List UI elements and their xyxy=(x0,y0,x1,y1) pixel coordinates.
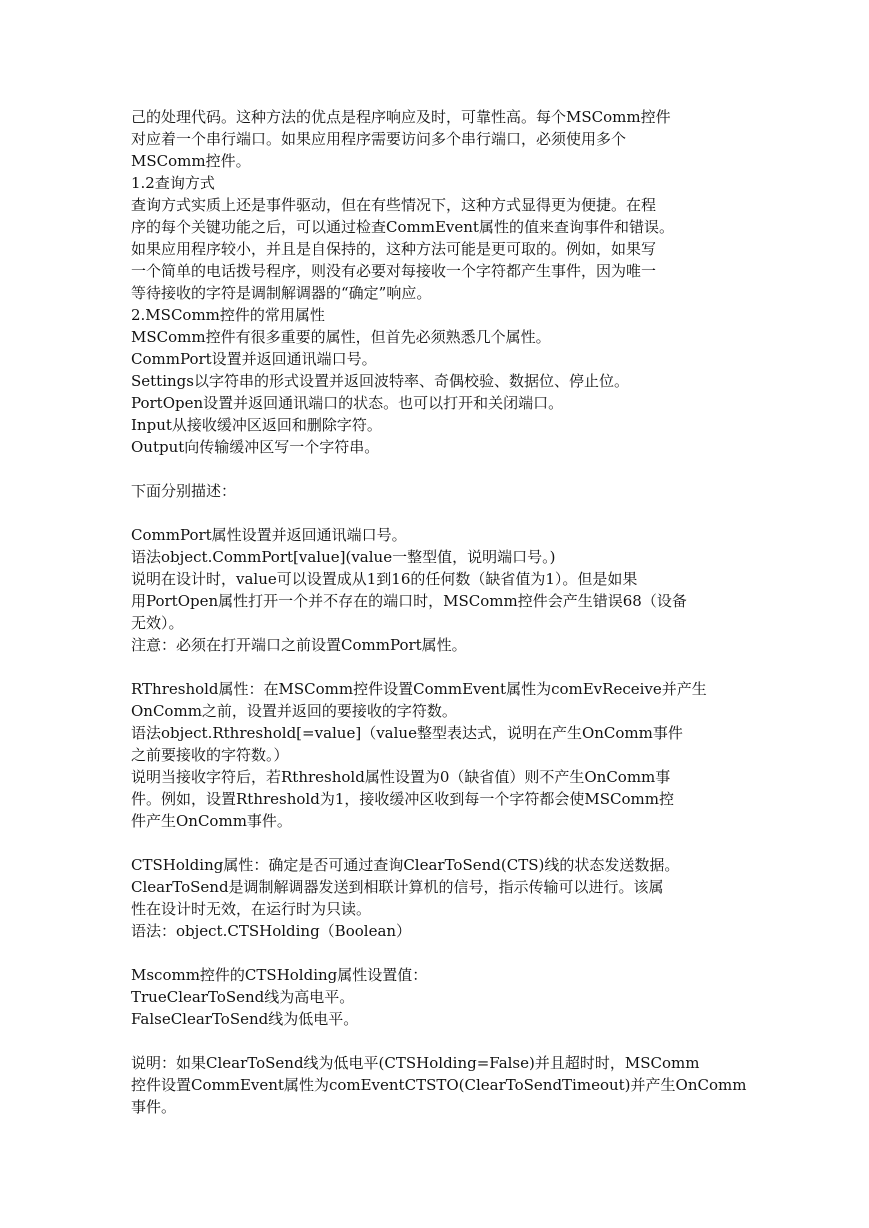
text-line: Mscomm控件的CTSHolding属性设置值： xyxy=(131,966,428,984)
text-line: 语法object.Rthreshold[=value]（value整型表达式，说明在产生OnComm事件 xyxy=(131,724,683,742)
text-line: MSComm控件。 xyxy=(131,152,251,170)
text-line: 事件。 xyxy=(131,1098,177,1116)
text-line: Output向传输缓冲区写一个字符串。 xyxy=(131,438,380,456)
text-line: 说明：如果ClearToSend线为低电平(CTSHolding=False)并且超时时，MSComm xyxy=(131,1054,700,1072)
text-line: 用PortOpen属性打开一个并不存在的端口时，MSComm控件会产生错误68（设备 xyxy=(131,592,687,610)
text-line: 说明在设计时，value可以设置成从1到16的任何数（缺省值为1）。但是如果 xyxy=(131,570,638,588)
text-line xyxy=(131,458,743,480)
text-line: 注意：必须在打开端口之前设置CommPort属性。 xyxy=(131,636,467,654)
text-line: CommPort设置并返回通讯端口号。 xyxy=(131,350,377,368)
text-line: 2.MSComm控件的常用属性 xyxy=(131,306,325,324)
text-line: 己的处理代码。这种方法的优点是程序响应及时，可靠性高。每个MSComm控件 xyxy=(131,108,671,126)
text-line: PortOpen设置并返回通讯端口的状态。也可以打开和关闭端口。 xyxy=(131,394,564,412)
text-line xyxy=(131,1030,743,1052)
text-line: 下面分别描述： xyxy=(131,482,237,500)
text-line: 语法object.CommPort[value](value一整型值，说明端口号。) xyxy=(131,548,556,566)
text-line: 1.2查询方式 xyxy=(131,174,215,192)
text-line: RThreshold属性：在MSComm控件设置CommEvent属性为comEvReceive并产生 xyxy=(131,680,707,698)
text-line xyxy=(131,502,743,524)
text-line: 件产生OnComm事件。 xyxy=(131,812,292,830)
text-line: ClearToSend是调制解调器发送到相联计算机的信号，指示传输可以进行。该属 xyxy=(131,878,664,896)
text-line: 说明当接收字符后，若Rthreshold属性设置为0（缺省值）则不产生OnComm事 xyxy=(131,768,671,786)
text-line: MSComm控件有很多重要的属性，但首先必须熟悉几个属性。 xyxy=(131,328,551,346)
text-line: 一个简单的电话拨号程序，则没有必要对每接收一个字符都产生事件，因为唯一 xyxy=(131,262,657,280)
text-line: 性在设计时无效，在运行时为只读。 xyxy=(131,900,372,918)
text-line: 查询方式实质上还是事件驱动，但在有些情况下，这种方式显得更为便捷。在程 xyxy=(131,196,657,214)
text-line: 对应着一个串行端口。如果应用程序需要访问多个串行端口，必须使用多个 xyxy=(131,130,627,148)
text-line: FalseClearToSend线为低电平。 xyxy=(131,1010,359,1028)
text-line: 如果应用程序较小，并且是自保持的，这种方法可能是更可取的。例如，如果写 xyxy=(131,240,657,258)
text-line: TrueClearToSend线为高电平。 xyxy=(131,988,355,1006)
text-line: 无效）。 xyxy=(131,614,184,632)
text-line: 之前要接收的字符数。） xyxy=(131,746,289,764)
text-line: 语法：object.CTSHolding（Boolean） xyxy=(131,922,412,940)
text-line xyxy=(131,656,743,678)
document-body xyxy=(131,106,747,1118)
text-line: OnComm之前，设置并返回的要接收的字符数。 xyxy=(131,702,457,720)
text-line xyxy=(131,942,743,964)
text-line: 控件设置CommEvent属性为comEventCTSTO(ClearToSendTimeout)并产生OnComm xyxy=(131,1076,747,1094)
text-line: Settings以字符串的形式设置并返回波特率、奇偶校验、数据位、停止位。 xyxy=(131,372,629,390)
text-line: 件。例如，设置Rthreshold为1，接收缓冲区收到每一个字符都会使MSComm控 xyxy=(131,790,674,808)
text-line: 序的每个关键功能之后，可以通过检查CommEvent属性的值来查询事件和错误。 xyxy=(131,218,674,236)
text-line: Input从接收缓冲区返回和删除字符。 xyxy=(131,416,382,434)
text-line: 等待接收的字符是调制解调器的“确定”响应。 xyxy=(131,284,432,302)
text-line: CTSHolding属性：确定是否可通过查询ClearToSend(CTS)线的状态发送数据。 xyxy=(131,856,680,874)
text-line: CommPort属性设置并返回通讯端口号。 xyxy=(131,526,407,544)
text-line xyxy=(131,832,743,854)
